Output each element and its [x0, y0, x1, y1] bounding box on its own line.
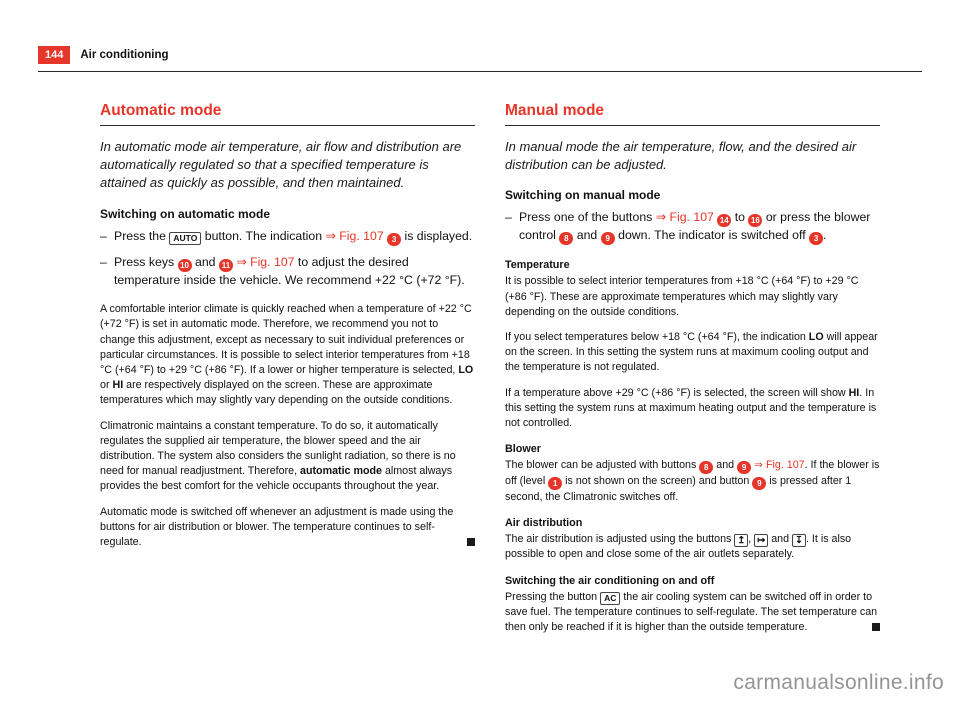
callout-badge-3: 3 [387, 233, 401, 246]
ac-button-key: AC [600, 592, 620, 605]
list-dash: – [505, 210, 512, 225]
section-end-marker [467, 538, 475, 546]
instruction-step [100, 228, 475, 246]
air-to-footwell-icon: ↧ [792, 534, 806, 547]
page-number-badge: 144 [38, 46, 70, 64]
bold-text: HI [848, 386, 860, 399]
callout-badge-9: 9 [737, 461, 751, 474]
list-dash: – [100, 254, 107, 269]
instruction-step [100, 254, 475, 289]
figure-reference: ⇒ Fig. 107 [754, 459, 805, 472]
figure-reference: ⇒ Fig. 107 [236, 254, 295, 269]
manual-mode-subheading: Switching on manual mode [505, 188, 661, 203]
body-paragraph: It is possible to select interior temperatures from +18 °C (+64 °F) to +29 °C (+86 °F). These are approximate temperatures which may slightly vary depending on the outside conditions. [505, 275, 859, 318]
bold-text: LO [808, 330, 824, 343]
left-column [100, 102, 475, 645]
callout-badge-3: 3 [809, 232, 823, 245]
instruction-step [505, 209, 880, 245]
temperature-title: Temperature [505, 259, 570, 272]
body-paragraph: If a temperature above +29 °C (+86 °F) is selected, the screen will show HI. In this setting the system runs at maximum heating output and the temperature is not controlled. [505, 386, 877, 429]
step-text: Press keys 10 and 11 ⇒ Fig. 107 to adjust the desired temperature inside the vehicle. We recommend +22 °C (+72 °F). [114, 254, 465, 287]
callout-badge-8: 8 [699, 461, 713, 474]
content-columns [100, 102, 880, 645]
figure-reference: ⇒ Fig. 107 [655, 210, 714, 225]
manual-mode-steps [505, 209, 880, 245]
step-text: Press the AUTO button. The indication ⇒ Fig. 107 3 is displayed. [114, 228, 473, 244]
callout-badge-8: 8 [559, 232, 573, 245]
bold-text: HI [112, 379, 124, 392]
body-paragraph: The blower can be adjusted with buttons 8 and 9 ⇒ Fig. 107. If the blower is off (level 1 is not shown on the screen) and button 9 is pressed after 1 second, the Climatronic switches off. [505, 459, 880, 504]
air-to-windscreen-icon: ↥ [734, 534, 748, 547]
automatic-mode-lead: In automatic mode air temperature, air flow and distribution are automatically regulated so that a specified temperature is attained as quickly as possible, and then maintained. [100, 139, 462, 191]
step-text: Press one of the buttons ⇒ Fig. 107 14 to 16 or press the blower control 8 and 9 down. The indicator is switched off 3 . [519, 210, 871, 244]
callout-badge-9: 9 [601, 232, 615, 245]
body-paragraph: Pressing the button AC the air cooling system can be switched off in order to save fuel. The temperature continues to self-regulate. The set temperature can then only be reached if it is higher than the outside temperature. [505, 590, 880, 636]
automatic-mode-heading: Automatic mode [100, 102, 475, 126]
manual-mode-heading: Manual mode [505, 102, 880, 126]
callout-badge-10: 10 [178, 259, 192, 272]
auto-button-key: AUTO [169, 232, 201, 245]
callout-badge-1: 1 [548, 477, 562, 490]
body-paragraph: If you select temperatures below +18 °C (+64 °F), the indication LO will appear on the screen. In this setting the system runs at maximum cooling output and the temperature is not regulated. [505, 330, 878, 374]
page-header [38, 46, 922, 72]
manual-mode-lead: In manual mode the air temperature, flow, and the desired air distribution can be adjusted. [505, 139, 857, 173]
body-paragraph: A comfortable interior climate is quickly reached when a temperature of +22 °C (+72 °F) is set in automatic mode. Therefore, we recommend you not to change this adjustment, except as necessary to suit individual preferences or particular circumstances. It is possible to select interior temperatures from +18 °C (+64 °F) to +29 °C (+86 °F). If a lower or higher temperature is selected, LO or HI are respectively displayed on the screen. These are approximate temperatures which may slightly vary depending on the outside conditions. [100, 303, 474, 407]
figure-reference: ⇒ Fig. 107 [325, 228, 384, 243]
section-title: Air conditioning [80, 49, 169, 61]
section-end-marker [872, 623, 880, 631]
bold-text: automatic mode [300, 465, 382, 478]
list-dash: – [100, 228, 107, 243]
air-to-body-icon: ↦ [754, 534, 768, 547]
callout-badge-11: 11 [219, 259, 233, 272]
callout-badge-14: 14 [717, 214, 731, 227]
ac-on-off-title: Switching the air conditioning on and off [505, 574, 715, 587]
automatic-mode-subheading: Switching on automatic mode [100, 206, 271, 221]
bold-text: LO [458, 364, 474, 377]
automatic-mode-steps [100, 228, 475, 289]
callout-badge-9: 9 [752, 477, 766, 490]
body-paragraph: Climatronic maintains a constant temperature. To do so, it automatically regulates the supplied air temperature, the blower speed and the air distribution. The system also considers the sunlight radiation, so there is no need for manual readjustment. Therefore, automatic mode almost always provides the best comfort for the vehicle occupants throughout the year. [100, 419, 456, 493]
blower-title: Blower [505, 443, 541, 456]
body-paragraph: Automatic mode is switched off whenever an adjustment is made using the buttons for air distribution or blower. The temperature continues to self-regulate. [100, 505, 475, 551]
callout-badge-16: 16 [748, 214, 762, 227]
right-column [505, 102, 880, 645]
body-paragraph: The air distribution is adjusted using the buttons ↥ , ↦ and ↧ . It is also possible to open and close some of the air outlets separately. [505, 533, 852, 561]
air-distribution-title: Air distribution [505, 517, 583, 530]
watermark: carmanualsonline.info [733, 671, 944, 694]
